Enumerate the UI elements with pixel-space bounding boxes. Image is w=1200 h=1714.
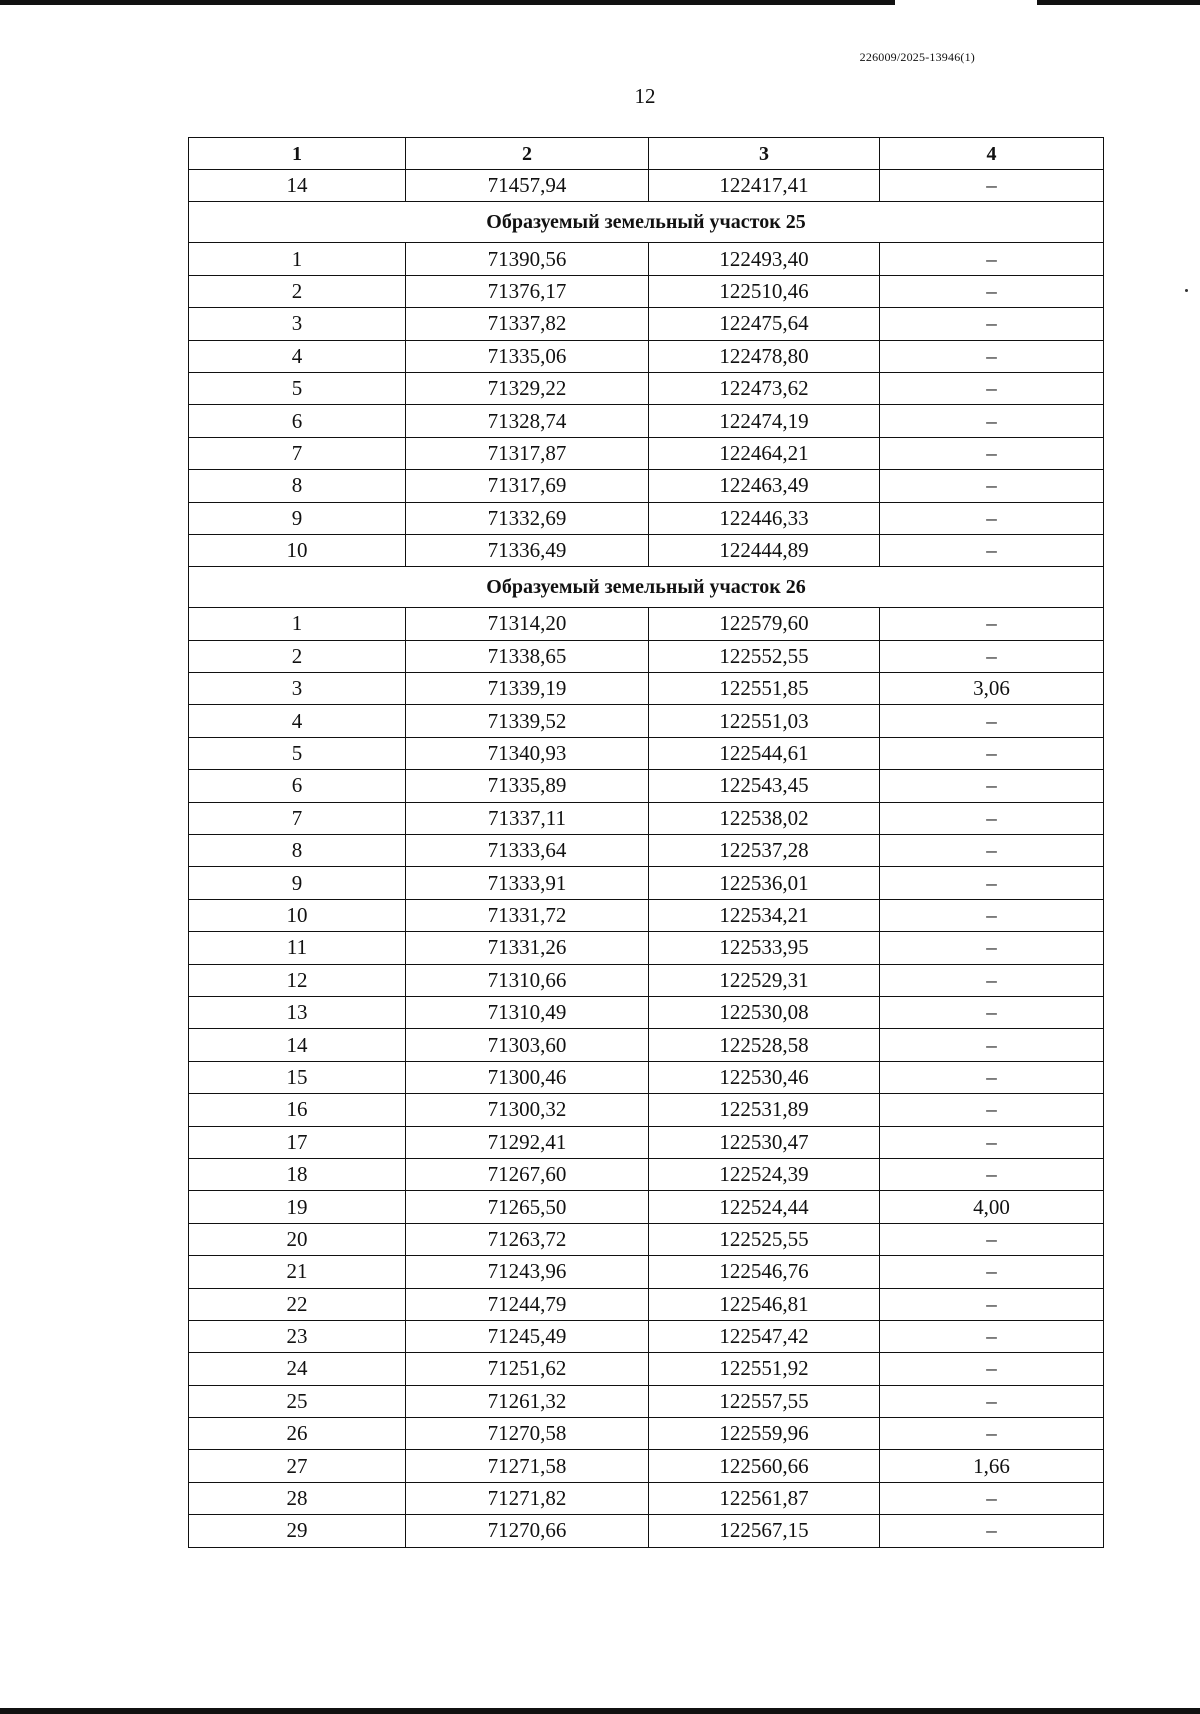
table-row <box>189 705 1104 737</box>
x-coordinate-cell: 71270,58 <box>406 1418 649 1450</box>
scan-border-top-right <box>1037 0 1200 5</box>
point-number-cell: 24 <box>189 1353 406 1385</box>
x-coordinate-cell: 71300,32 <box>406 1094 649 1126</box>
point-number-cell: 9 <box>189 502 406 534</box>
y-coordinate-cell: 122546,76 <box>649 1256 880 1288</box>
y-coordinate-cell: 122475,64 <box>649 308 880 340</box>
y-coordinate-cell: 122533,95 <box>649 932 880 964</box>
value-cell: – <box>880 867 1104 899</box>
table-row <box>189 1191 1104 1223</box>
y-coordinate-cell: 122534,21 <box>649 899 880 931</box>
y-coordinate-cell: 122559,96 <box>649 1418 880 1450</box>
y-coordinate-cell: 122551,85 <box>649 673 880 705</box>
header-row <box>189 138 1104 170</box>
table-row <box>189 308 1104 340</box>
table-row <box>189 470 1104 502</box>
x-coordinate-cell: 71339,52 <box>406 705 649 737</box>
y-coordinate-cell: 122557,55 <box>649 1385 880 1417</box>
point-number-cell: 1 <box>189 608 406 640</box>
x-coordinate-cell: 71457,94 <box>406 170 649 202</box>
table-row <box>189 737 1104 769</box>
x-coordinate-cell: 71332,69 <box>406 502 649 534</box>
table-row <box>189 1158 1104 1190</box>
y-coordinate-cell: 122551,92 <box>649 1353 880 1385</box>
value-cell: – <box>880 1256 1104 1288</box>
section-header-row <box>189 567 1104 608</box>
x-coordinate-cell: 71267,60 <box>406 1158 649 1190</box>
value-cell: – <box>880 835 1104 867</box>
y-coordinate-cell: 122531,89 <box>649 1094 880 1126</box>
x-coordinate-cell: 71390,56 <box>406 243 649 275</box>
y-coordinate-cell: 122530,08 <box>649 996 880 1028</box>
value-cell: – <box>880 372 1104 404</box>
y-coordinate-cell: 122473,62 <box>649 372 880 404</box>
x-coordinate-cell: 71261,32 <box>406 1385 649 1417</box>
value-cell: – <box>880 1126 1104 1158</box>
table-body <box>189 170 1104 1548</box>
table-row <box>189 673 1104 705</box>
value-cell: – <box>880 502 1104 534</box>
value-cell: – <box>880 802 1104 834</box>
table-row <box>189 802 1104 834</box>
x-coordinate-cell: 71270,66 <box>406 1515 649 1547</box>
coordinates-table <box>188 137 1104 1548</box>
table-row <box>189 1029 1104 1061</box>
y-coordinate-cell: 122529,31 <box>649 964 880 996</box>
value-cell: – <box>880 1353 1104 1385</box>
y-coordinate-cell: 122546,81 <box>649 1288 880 1320</box>
table-row <box>189 1256 1104 1288</box>
x-coordinate-cell: 71376,17 <box>406 275 649 307</box>
value-cell: – <box>880 608 1104 640</box>
x-coordinate-cell: 71335,06 <box>406 340 649 372</box>
point-number-cell: 27 <box>189 1450 406 1482</box>
value-cell: – <box>880 1094 1104 1126</box>
y-coordinate-cell: 122530,46 <box>649 1061 880 1093</box>
y-coordinate-cell: 122530,47 <box>649 1126 880 1158</box>
table-row <box>189 932 1104 964</box>
table-row <box>189 1515 1104 1547</box>
x-coordinate-cell: 71271,82 <box>406 1482 649 1514</box>
point-number-cell: 6 <box>189 770 406 802</box>
point-number-cell: 10 <box>189 899 406 931</box>
value-cell: – <box>880 1482 1104 1514</box>
table-row <box>189 170 1104 202</box>
point-number-cell: 23 <box>189 1320 406 1352</box>
scan-border-top-left <box>0 0 895 5</box>
point-number-cell: 8 <box>189 470 406 502</box>
scan-speck <box>1185 289 1188 292</box>
table-row <box>189 1061 1104 1093</box>
table-row <box>189 275 1104 307</box>
table-row <box>189 835 1104 867</box>
table-row <box>189 996 1104 1028</box>
value-cell: – <box>880 534 1104 566</box>
value-cell: – <box>880 770 1104 802</box>
table-row <box>189 1126 1104 1158</box>
value-cell: – <box>880 1288 1104 1320</box>
x-coordinate-cell: 71251,62 <box>406 1353 649 1385</box>
point-number-cell: 3 <box>189 673 406 705</box>
y-coordinate-cell: 122474,19 <box>649 405 880 437</box>
y-coordinate-cell: 122463,49 <box>649 470 880 502</box>
x-coordinate-cell: 71314,20 <box>406 608 649 640</box>
y-coordinate-cell: 122510,46 <box>649 275 880 307</box>
x-coordinate-cell: 71340,93 <box>406 737 649 769</box>
y-coordinate-cell: 122552,55 <box>649 640 880 672</box>
page-number: 12 <box>634 84 656 108</box>
value-cell: – <box>880 275 1104 307</box>
point-number-cell: 12 <box>189 964 406 996</box>
value-cell: – <box>880 932 1104 964</box>
x-coordinate-cell: 71328,74 <box>406 405 649 437</box>
table-row <box>189 1450 1104 1482</box>
y-coordinate-cell: 122417,41 <box>649 170 880 202</box>
point-number-cell: 1 <box>189 243 406 275</box>
x-coordinate-cell: 71336,49 <box>406 534 649 566</box>
point-number-cell: 17 <box>189 1126 406 1158</box>
scan-border-bottom <box>0 1708 1200 1714</box>
x-coordinate-cell: 71337,82 <box>406 308 649 340</box>
value-cell: – <box>880 437 1104 469</box>
y-coordinate-cell: 122560,66 <box>649 1450 880 1482</box>
point-number-cell: 20 <box>189 1223 406 1255</box>
value-cell: – <box>880 1158 1104 1190</box>
point-number-cell: 11 <box>189 932 406 964</box>
x-coordinate-cell: 71338,65 <box>406 640 649 672</box>
value-cell: – <box>880 640 1104 672</box>
column-header-1: 1 <box>189 138 406 170</box>
x-coordinate-cell: 71337,11 <box>406 802 649 834</box>
x-coordinate-cell: 71303,60 <box>406 1029 649 1061</box>
point-number-cell: 7 <box>189 437 406 469</box>
x-coordinate-cell: 71263,72 <box>406 1223 649 1255</box>
y-coordinate-cell: 122543,45 <box>649 770 880 802</box>
point-number-cell: 2 <box>189 275 406 307</box>
value-cell: – <box>880 1029 1104 1061</box>
y-coordinate-cell: 122528,58 <box>649 1029 880 1061</box>
x-coordinate-cell: 71243,96 <box>406 1256 649 1288</box>
y-coordinate-cell: 122525,55 <box>649 1223 880 1255</box>
point-number-cell: 5 <box>189 737 406 769</box>
y-coordinate-cell: 122544,61 <box>649 737 880 769</box>
value-cell: 3,06 <box>880 673 1104 705</box>
value-cell: 4,00 <box>880 1191 1104 1223</box>
value-cell: – <box>880 340 1104 372</box>
point-number-cell: 10 <box>189 534 406 566</box>
y-coordinate-cell: 122444,89 <box>649 534 880 566</box>
table-row <box>189 405 1104 437</box>
point-number-cell: 25 <box>189 1385 406 1417</box>
value-cell: – <box>880 470 1104 502</box>
point-number-cell: 16 <box>189 1094 406 1126</box>
value-cell: – <box>880 1418 1104 1450</box>
x-coordinate-cell: 71333,64 <box>406 835 649 867</box>
value-cell: – <box>880 308 1104 340</box>
point-number-cell: 21 <box>189 1256 406 1288</box>
value-cell: – <box>880 705 1104 737</box>
value-cell: 1,66 <box>880 1450 1104 1482</box>
table-row <box>189 372 1104 404</box>
point-number-cell: 7 <box>189 802 406 834</box>
y-coordinate-cell: 122493,40 <box>649 243 880 275</box>
y-coordinate-cell: 122551,03 <box>649 705 880 737</box>
table-row <box>189 899 1104 931</box>
x-coordinate-cell: 71271,58 <box>406 1450 649 1482</box>
x-coordinate-cell: 71333,91 <box>406 867 649 899</box>
point-number-cell: 5 <box>189 372 406 404</box>
value-cell: – <box>880 737 1104 769</box>
table-row <box>189 340 1104 372</box>
value-cell: – <box>880 899 1104 931</box>
point-number-cell: 29 <box>189 1515 406 1547</box>
value-cell: – <box>880 405 1104 437</box>
x-coordinate-cell: 71317,69 <box>406 470 649 502</box>
value-cell: – <box>880 170 1104 202</box>
x-coordinate-cell: 71331,26 <box>406 932 649 964</box>
point-number-cell: 15 <box>189 1061 406 1093</box>
y-coordinate-cell: 122579,60 <box>649 608 880 640</box>
y-coordinate-cell: 122478,80 <box>649 340 880 372</box>
table-row <box>189 1223 1104 1255</box>
value-cell: – <box>880 964 1104 996</box>
column-header-2: 2 <box>406 138 649 170</box>
section-title: Образуемый земельный участок 25 <box>189 202 1104 243</box>
point-number-cell: 14 <box>189 1029 406 1061</box>
value-cell: – <box>880 1061 1104 1093</box>
x-coordinate-cell: 71331,72 <box>406 899 649 931</box>
value-cell: – <box>880 1320 1104 1352</box>
table-row <box>189 1353 1104 1385</box>
y-coordinate-cell: 122464,21 <box>649 437 880 469</box>
value-cell: – <box>880 243 1104 275</box>
y-coordinate-cell: 122537,28 <box>649 835 880 867</box>
table-row <box>189 534 1104 566</box>
x-coordinate-cell: 71339,19 <box>406 673 649 705</box>
point-number-cell: 28 <box>189 1482 406 1514</box>
table-row <box>189 1094 1104 1126</box>
value-cell: – <box>880 996 1104 1028</box>
table-row <box>189 1320 1104 1352</box>
y-coordinate-cell: 122567,15 <box>649 1515 880 1547</box>
table-row <box>189 867 1104 899</box>
table-row <box>189 770 1104 802</box>
table-row <box>189 502 1104 534</box>
column-header-3: 3 <box>649 138 880 170</box>
point-number-cell: 26 <box>189 1418 406 1450</box>
table-row <box>189 243 1104 275</box>
point-number-cell: 3 <box>189 308 406 340</box>
x-coordinate-cell: 71245,49 <box>406 1320 649 1352</box>
x-coordinate-cell: 71310,66 <box>406 964 649 996</box>
value-cell: – <box>880 1515 1104 1547</box>
table-header <box>189 138 1104 170</box>
y-coordinate-cell: 122561,87 <box>649 1482 880 1514</box>
section-header-row <box>189 202 1104 243</box>
x-coordinate-cell: 71317,87 <box>406 437 649 469</box>
point-number-cell: 8 <box>189 835 406 867</box>
table-row <box>189 1288 1104 1320</box>
value-cell: – <box>880 1385 1104 1417</box>
x-coordinate-cell: 71335,89 <box>406 770 649 802</box>
table-row <box>189 640 1104 672</box>
section-title: Образуемый земельный участок 26 <box>189 567 1104 608</box>
point-number-cell: 13 <box>189 996 406 1028</box>
x-coordinate-cell: 71329,22 <box>406 372 649 404</box>
point-number-cell: 4 <box>189 340 406 372</box>
x-coordinate-cell: 71310,49 <box>406 996 649 1028</box>
y-coordinate-cell: 122536,01 <box>649 867 880 899</box>
table-row <box>189 1385 1104 1417</box>
table-row <box>189 964 1104 996</box>
y-coordinate-cell: 122446,33 <box>649 502 880 534</box>
document-id: 226009/2025-13946(1) <box>859 50 975 64</box>
point-number-cell: 22 <box>189 1288 406 1320</box>
point-number-cell: 18 <box>189 1158 406 1190</box>
point-number-cell: 6 <box>189 405 406 437</box>
point-number-cell: 4 <box>189 705 406 737</box>
x-coordinate-cell: 71300,46 <box>406 1061 649 1093</box>
table-row <box>189 608 1104 640</box>
table-row <box>189 437 1104 469</box>
y-coordinate-cell: 122538,02 <box>649 802 880 834</box>
table-row <box>189 1418 1104 1450</box>
value-cell: – <box>880 1223 1104 1255</box>
y-coordinate-cell: 122524,44 <box>649 1191 880 1223</box>
point-number-cell: 19 <box>189 1191 406 1223</box>
x-coordinate-cell: 71244,79 <box>406 1288 649 1320</box>
point-number-cell: 14 <box>189 170 406 202</box>
table-row <box>189 1482 1104 1514</box>
x-coordinate-cell: 71292,41 <box>406 1126 649 1158</box>
column-header-4: 4 <box>880 138 1104 170</box>
y-coordinate-cell: 122547,42 <box>649 1320 880 1352</box>
x-coordinate-cell: 71265,50 <box>406 1191 649 1223</box>
point-number-cell: 2 <box>189 640 406 672</box>
point-number-cell: 9 <box>189 867 406 899</box>
y-coordinate-cell: 122524,39 <box>649 1158 880 1190</box>
